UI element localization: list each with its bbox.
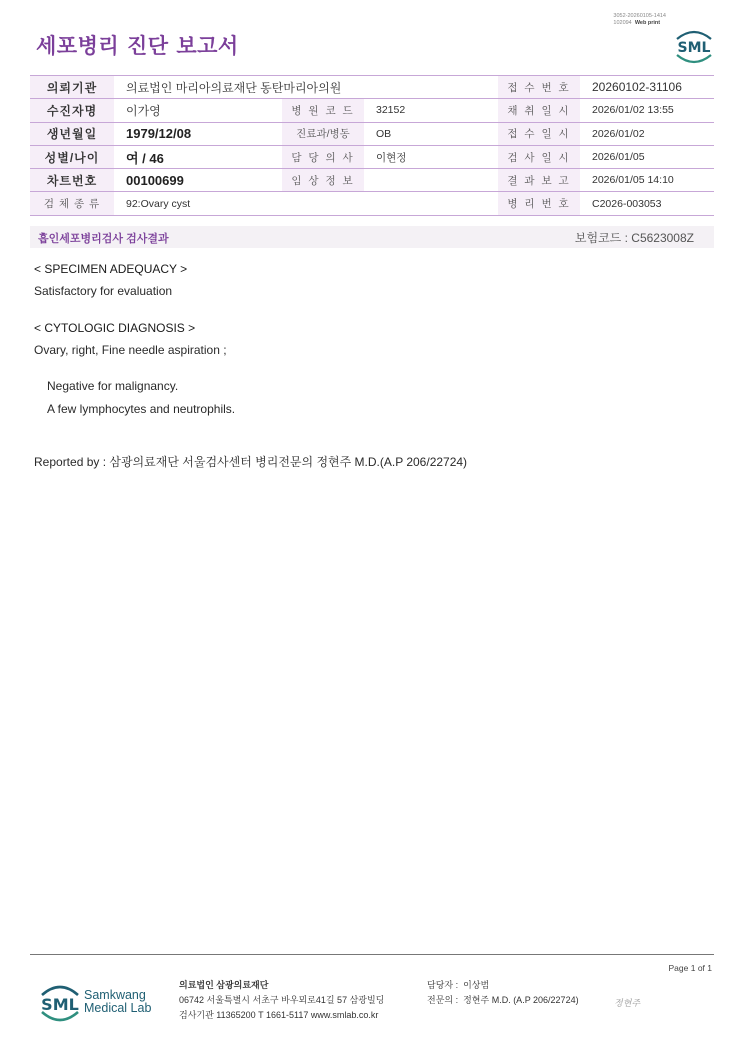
reported-by: Reported by : 삼광의료재단 서울검사센터 병리전문의 정현주 M.D.(A.P 206/22724)	[34, 455, 468, 469]
label-result-report: 결 과 보 고	[498, 169, 580, 192]
label-pathology-number: 병 리 번 호	[498, 192, 580, 215]
value-chart-number: 00100699	[114, 169, 282, 192]
print-meta	[613, 13, 666, 27]
value-pathology-number: C2026-003053	[580, 192, 714, 215]
label-hospital-code: 병 원 코 드	[282, 99, 364, 122]
value-sex-age: 여 / 46	[114, 145, 282, 168]
samkwang-logo-icon	[36, 980, 84, 1026]
label-requesting-institution: 의뢰기관	[30, 76, 114, 99]
label-receipt-number: 접 수 번 호	[498, 76, 580, 99]
value-requesting-institution: 의료법인 마리아의료재단 동탄마리아의원	[114, 76, 498, 99]
page-title: 세포병리 진단 보고서	[36, 34, 239, 58]
meta-web: Web print	[634, 20, 661, 26]
result-section-title: 흡인세포병리검사 검사결과	[38, 233, 169, 245]
diagnosis-heading: < CYTOLOGIC DIAGNOSIS >	[34, 321, 196, 335]
info-row	[30, 169, 714, 192]
label-chart-number: 차트번호	[30, 169, 114, 192]
meta-id: 3052-20260105-1414	[613, 13, 666, 19]
value-specimen-type: 92:Ovary cyst	[114, 192, 498, 215]
label-test-date: 검 사 일 시	[498, 145, 580, 168]
label-doctor: 담 당 의 사	[282, 145, 364, 168]
value-receipt-number: 20260102-31106	[580, 76, 714, 99]
value-collection-time: 2026/01/02 13:55	[580, 99, 714, 122]
specialist-label: 전문의 :	[427, 995, 459, 1005]
label-specimen-type: 검 체 종 류	[30, 192, 114, 215]
patient-info-table	[30, 75, 714, 216]
specialist-name: 정현주 M.D. (A.P 206/22724)	[463, 995, 579, 1005]
value-test-date: 2026/01/05	[580, 145, 714, 168]
label-collection-time: 채 취 일 시	[498, 99, 580, 122]
result-section-band	[30, 226, 714, 248]
finding-1: Negative for malignancy.	[47, 379, 179, 393]
logo-text: SML	[677, 40, 711, 56]
value-receipt-date: 2026/01/02	[580, 122, 714, 145]
diagnosis-site: Ovary, right, Fine needle aspiration ;	[34, 343, 227, 357]
lab-address: 06742 서울특별시 서초구 바우뫼로41길 57 삼광빌딩	[179, 995, 385, 1005]
meta-code-line	[613, 20, 666, 27]
page-number: Page 1 of 1	[668, 963, 712, 973]
lab-name-line1: Samkwang	[84, 988, 146, 1002]
lab-org-name: 의료법인 삼광의료재단	[179, 980, 269, 990]
label-clinical-info: 임 상 정 보	[282, 169, 364, 192]
staff-name: 이상범	[463, 980, 490, 990]
value-doctor: 이현정	[364, 145, 498, 168]
value-hospital-code: 32152	[364, 99, 498, 122]
value-department: OB	[364, 122, 498, 145]
staff-label: 담당자 :	[427, 980, 459, 990]
lab-brand-name	[84, 989, 151, 1015]
value-patient-name: 이가영	[114, 99, 282, 122]
label-birth-date: 생년월일	[30, 122, 114, 145]
info-row	[30, 145, 714, 168]
label-patient-name: 수진자명	[30, 99, 114, 122]
adequacy-heading: < SPECIMEN ADEQUACY >	[34, 262, 188, 276]
footer-logo-text: SML	[41, 995, 79, 1014]
insurance-code: 보험코드 : C5623008Z	[574, 231, 694, 245]
lab-address-block	[179, 978, 384, 1023]
label-receipt-date: 접 수 일 시	[498, 122, 580, 145]
value-birth-date: 1979/12/08	[114, 122, 282, 145]
lab-name-line2: Medical Lab	[84, 1001, 152, 1015]
info-row	[30, 99, 714, 122]
signature: 정현주	[614, 998, 641, 1008]
value-clinical-info	[364, 169, 498, 192]
staff-block	[427, 978, 579, 1008]
finding-2: A few lymphocytes and neutrophils.	[47, 402, 236, 416]
info-row	[30, 192, 714, 215]
meta-code: 102094	[613, 20, 632, 26]
lab-contact: 검사기관 11365200 T 1661-5117 www.smlab.co.kr	[179, 1010, 379, 1020]
adequacy-text: Satisfactory for evaluation	[34, 284, 173, 298]
value-result-report: 2026/01/05 14:10	[580, 169, 714, 192]
label-sex-age: 성별/나이	[30, 145, 114, 168]
footer-divider	[30, 954, 714, 955]
label-department: 진료과/병동	[282, 122, 364, 145]
sml-logo-icon	[672, 27, 716, 65]
info-row	[30, 76, 714, 99]
info-row	[30, 122, 714, 145]
